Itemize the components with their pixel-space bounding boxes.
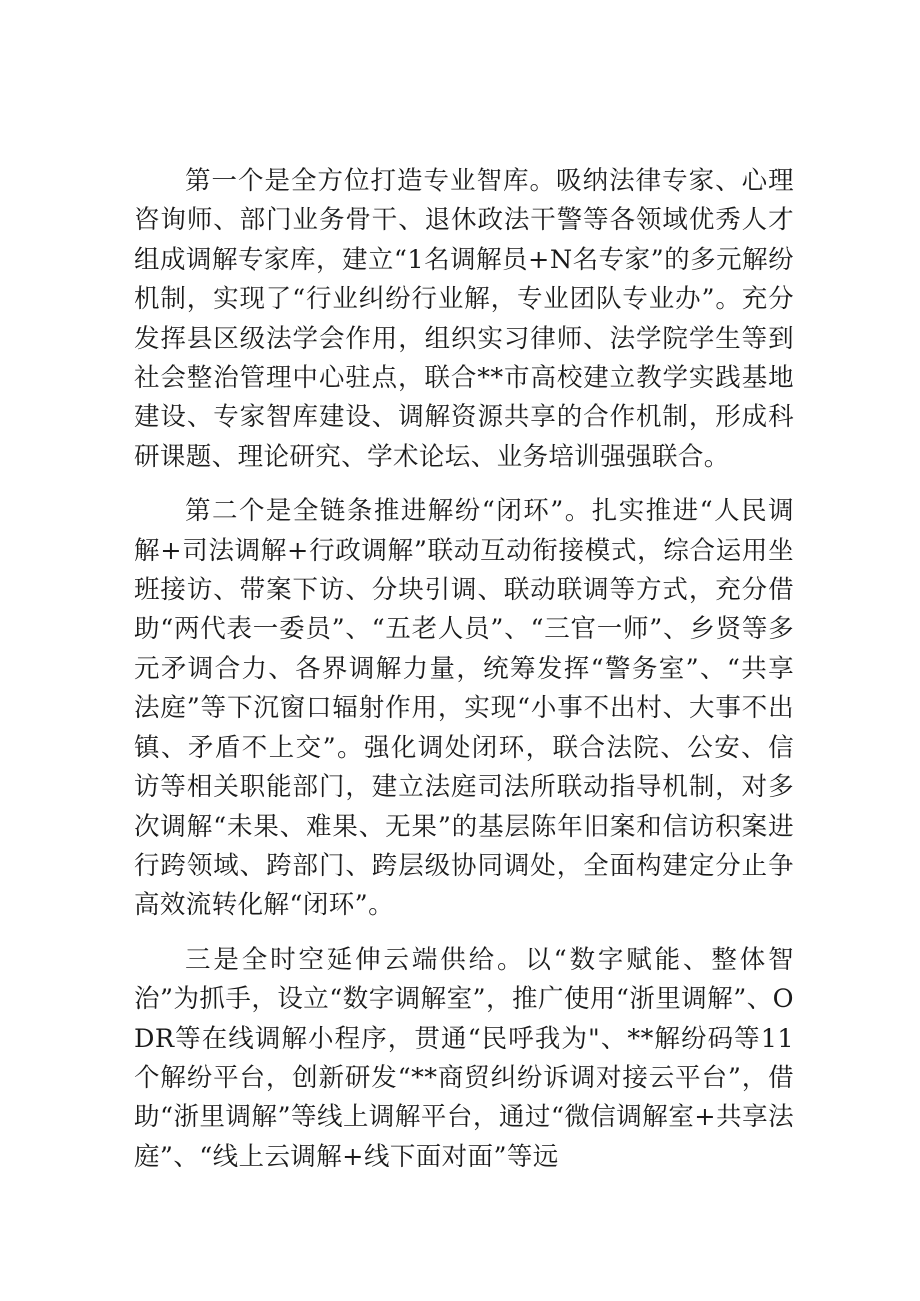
paragraph-closed-loop-mediation: 第二个是全链条推进解纷“闭环”。扎实推进“人民调解+司法调解+行政调解”联动互动衔接模式，综合运用坐班接访、带案下访、分块引调、联动联调等方式，充分借助“两代表一委员”、“五老人员”、“三官一师”、乡贤等多元矛调合力、各界调解力量，统筹发挥“警务室”、“共享法庭”等下沉窗口辐射作用，实现“小事不出村、大事不出镇、矛盾不上交”。强化调处闭环，联合法院、公安、信访等相关职能部门，建立法庭司法所联动指导机制，对多次调解“未果、难果、无果”的基层陈年旧案和信访积案进行跨领域、跨部门、跨层级协同调处，全面构建定分止争高效流转化解“闭环”。: [134, 496, 794, 921]
paragraph-cloud-supply: 三是全时空延伸云端供给。以“数字赋能、整体智治”为抓手，设立“数字调解室”，推广使用“浙里调解”、ODR等在线调解小程序，贯通“民呼我为"、**解纷码等11个解纷平台，创新研发“**商贸纠纷诉调对接云平台”，借助“浙里调解”等线上调解平台，通过“微信调解室+共享法庭”、“线上云调解+线下面对面”等远: [134, 944, 794, 1172]
document-body: [134, 162, 794, 1192]
paragraph-professional-think-tank: 第一个是全方位打造专业智库。吸纳法律专家、心理咨询师、部门业务骨干、退休政法干警等各领域优秀人才组成调解专家库，建立“1名调解员+N名专家”的多元解纷机制，实现了“行业纠纷行业解，专业团队专业办”。充分发挥县区级法学会作用，组织实习律师、法学院学生等到社会整治管理中心驻点，联合**市高校建立教学实践基地建设、专家智库建设、调解资源共享的合作机制，形成科研课题、理论研究、学术论坛、业务培训强强联合。: [134, 166, 794, 472]
